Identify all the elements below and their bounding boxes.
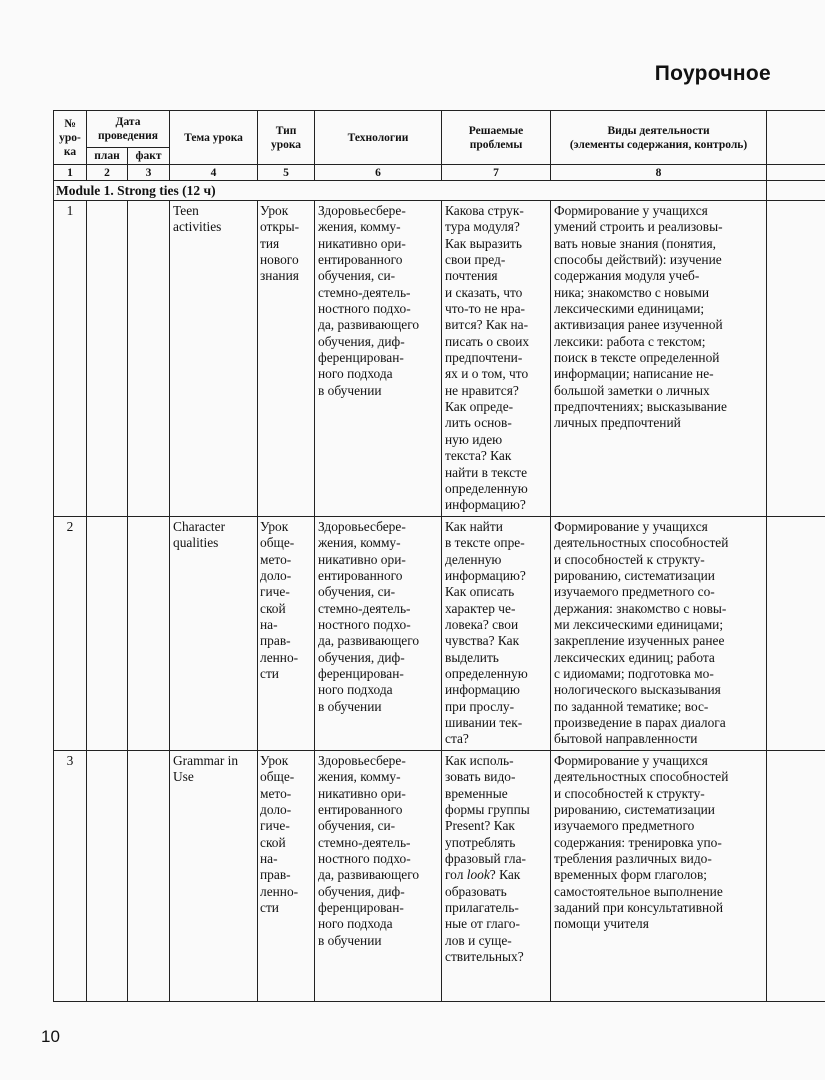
lesson-activities: Формирование у учащихся деятельностных способностей и способностей к структу- рированию, систематизации изучаемого предметного со- держания: знакомство с новы- ми лексическими единицами; закрепление изученных ранее лексических единиц; работа с идиомами; подготовка мо- нологического высказывания по заданной тематике; вос- произведение в парах диалога бытовой направленности <box>554 519 729 747</box>
lesson-topic: Teen activities <box>173 203 222 235</box>
page-number: 10 <box>41 1027 60 1046</box>
lesson-plan-table <box>53 110 825 1002</box>
problems-italic-word: look <box>466 867 490 883</box>
fact-date-cell <box>128 201 170 517</box>
fact-date-cell <box>128 751 170 1002</box>
lesson-problems: Какова струк- тура модуля? Как выразить свои пред- почтения и сказать, что что-то не нра- вится? Как на- писать о своих предпочтени- ях и о том, что не нравится? Как опреде- лить основ- ную идею текста? Как найти в тексте определенную информацию? <box>445 203 530 513</box>
column-number: 6 <box>315 165 442 181</box>
header-lesson-number: № уро- ка <box>54 111 87 165</box>
header-row-1 <box>54 111 825 148</box>
header-lesson-type: Тип урока <box>258 111 315 165</box>
lesson-problems: Как найти в тексте опре- деленную информацию? Как описать характер че- ловека? свои чувства? Как выделить определенную информацию при прослу- шивании тек- ста? <box>445 519 528 747</box>
header-plan: план <box>87 148 128 165</box>
header-technologies: Технологии <box>315 111 442 165</box>
lesson-technologies: Здоровьесбере- жения, комму- никативно ори- ентированного обучения, си- стемно-деятель- ностного подхо- да, развивающего обучения, диф- ференцирован- ного подхода в обучении <box>318 203 420 398</box>
column-number: 2 <box>87 165 128 181</box>
table-row <box>54 517 825 751</box>
lesson-number: 3 <box>54 751 87 1002</box>
header-problems: Решаемые проблемы <box>442 111 551 165</box>
module-row <box>54 181 825 201</box>
column-number: 1 <box>54 165 87 181</box>
header-fact: факт <box>128 148 170 165</box>
lesson-activities: Формирование у учащихся умений строить и реализовы- вать новые знания (понятия, способы действий): изучение содержания модуля учеб- ника; знакомство с новыми лексическими единицами; активизация ранее изученной лексики: работа с текстом; поиск в тексте определенной информации; написание не- большой заметки о личных предпочтениях; высказывание личных предпочтений <box>554 203 727 431</box>
column-number: 4 <box>170 165 258 181</box>
lesson-topic: Character qualities <box>173 519 226 551</box>
table-row <box>54 751 825 1002</box>
table-row <box>54 201 825 517</box>
page-title: Поурочное <box>654 62 771 85</box>
lesson-activities: Формирование у учащихся деятельностных способностей и способностей к структу- рированию, систематизации изучаемого предметного содержания: тренировка упо- требления различных видо- временных форм глаголов; самостоятельное выполнение заданий при консультативной помощи учителя <box>554 753 729 932</box>
lesson-type: Урок откры- тия нового знания <box>260 203 300 284</box>
lesson-problems <box>442 751 550 965</box>
column-numbers-row <box>54 165 825 181</box>
continuation-column <box>767 111 825 165</box>
header-activities: Виды деятельности (элементы содержания, контроль) <box>551 111 767 165</box>
lesson-topic: Grammar in Use <box>173 753 239 785</box>
lesson-technologies: Здоровьесбере- жения, комму- никативно ори- ентированного обучения, си- стемно-деятель- ностного подхо- да, развивающего обучения, диф- ференцирован- ного подхода в обучении <box>318 753 420 948</box>
column-number: 8 <box>551 165 767 181</box>
plan-date-cell <box>87 517 128 751</box>
lesson-number: 2 <box>54 517 87 751</box>
column-number: 5 <box>258 165 315 181</box>
column-number: 3 <box>128 165 170 181</box>
plan-date-cell <box>87 201 128 517</box>
header-topic: Тема урока <box>170 111 258 165</box>
fact-date-cell <box>128 517 170 751</box>
plan-date-cell <box>87 751 128 1002</box>
lesson-number: 1 <box>54 201 87 517</box>
lesson-type: Урок обще- мето- доло- гиче- ской на- прав- ленно- сти <box>260 753 299 916</box>
lesson-technologies: Здоровьесбере- жения, комму- никативно ори- ентированного обучения, си- стемно-деятель- ностного подхо- да, развивающего обучения, диф- ференцирован- ного подхода в обучении <box>318 519 420 714</box>
module-title: Module 1. Strong ties (12 ч) <box>54 181 767 201</box>
column-number: 7 <box>442 165 551 181</box>
lesson-type: Урок обще- мето- доло- гиче- ской на- прав- ленно- сти <box>260 519 299 682</box>
problems-text: Как исполь- зовать видо- временные формы группы Present? Как употреблять фразовый гла- гол <box>445 753 530 883</box>
problems-text: ? Как образовать прилагатель- ные от глаго- лов и суще- ствительных? <box>445 867 524 965</box>
header-date: Дата проведения <box>87 111 170 148</box>
